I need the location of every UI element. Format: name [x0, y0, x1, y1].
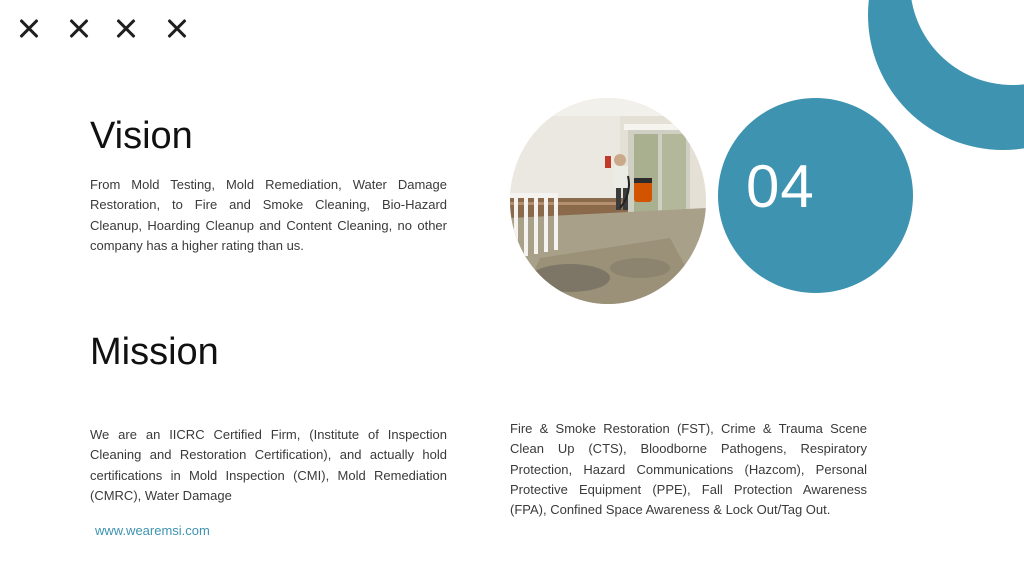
- close-icon: [162, 14, 192, 44]
- website-link[interactable]: www.wearemsi.com: [95, 523, 210, 538]
- photo-illustration: [510, 98, 706, 304]
- slide-number: 04: [746, 153, 815, 220]
- vision-title: Vision: [90, 115, 193, 157]
- mission-title: Mission: [90, 331, 219, 373]
- certifications-text: Fire & Smoke Restoration (FST), Crime & Trauma Scene Clean Up (CTS), Bloodborne Pathogens, Respiratory Protection, Hazard Communications (Hazcom), Personal Protective Equipment (PPE), Fall Protection Awareness (FPA), Confined Space Awareness & Lock Out/Tag Out.: [510, 421, 867, 518]
- restoration-photo: [510, 98, 706, 304]
- vision-text: From Mold Testing, Mold Remediation, Water Damage Restoration, to Fire and Smoke Cleaning, Bio-Hazard Cleanup, Hoarding Cleanup and Content Cleaning, no other company has a higher rating than us.: [90, 177, 447, 253]
- mission-text: We are an IICRC Certified Firm, (Institute of Inspection Cleaning and Restoration Certification), and actually hold certifications in Mold Inspection (CMI), Mold Remediation (CMRC), Water Damage: [90, 427, 447, 503]
- close-icon: [14, 14, 44, 44]
- close-icon: [64, 14, 94, 44]
- close-icon: [111, 14, 141, 44]
